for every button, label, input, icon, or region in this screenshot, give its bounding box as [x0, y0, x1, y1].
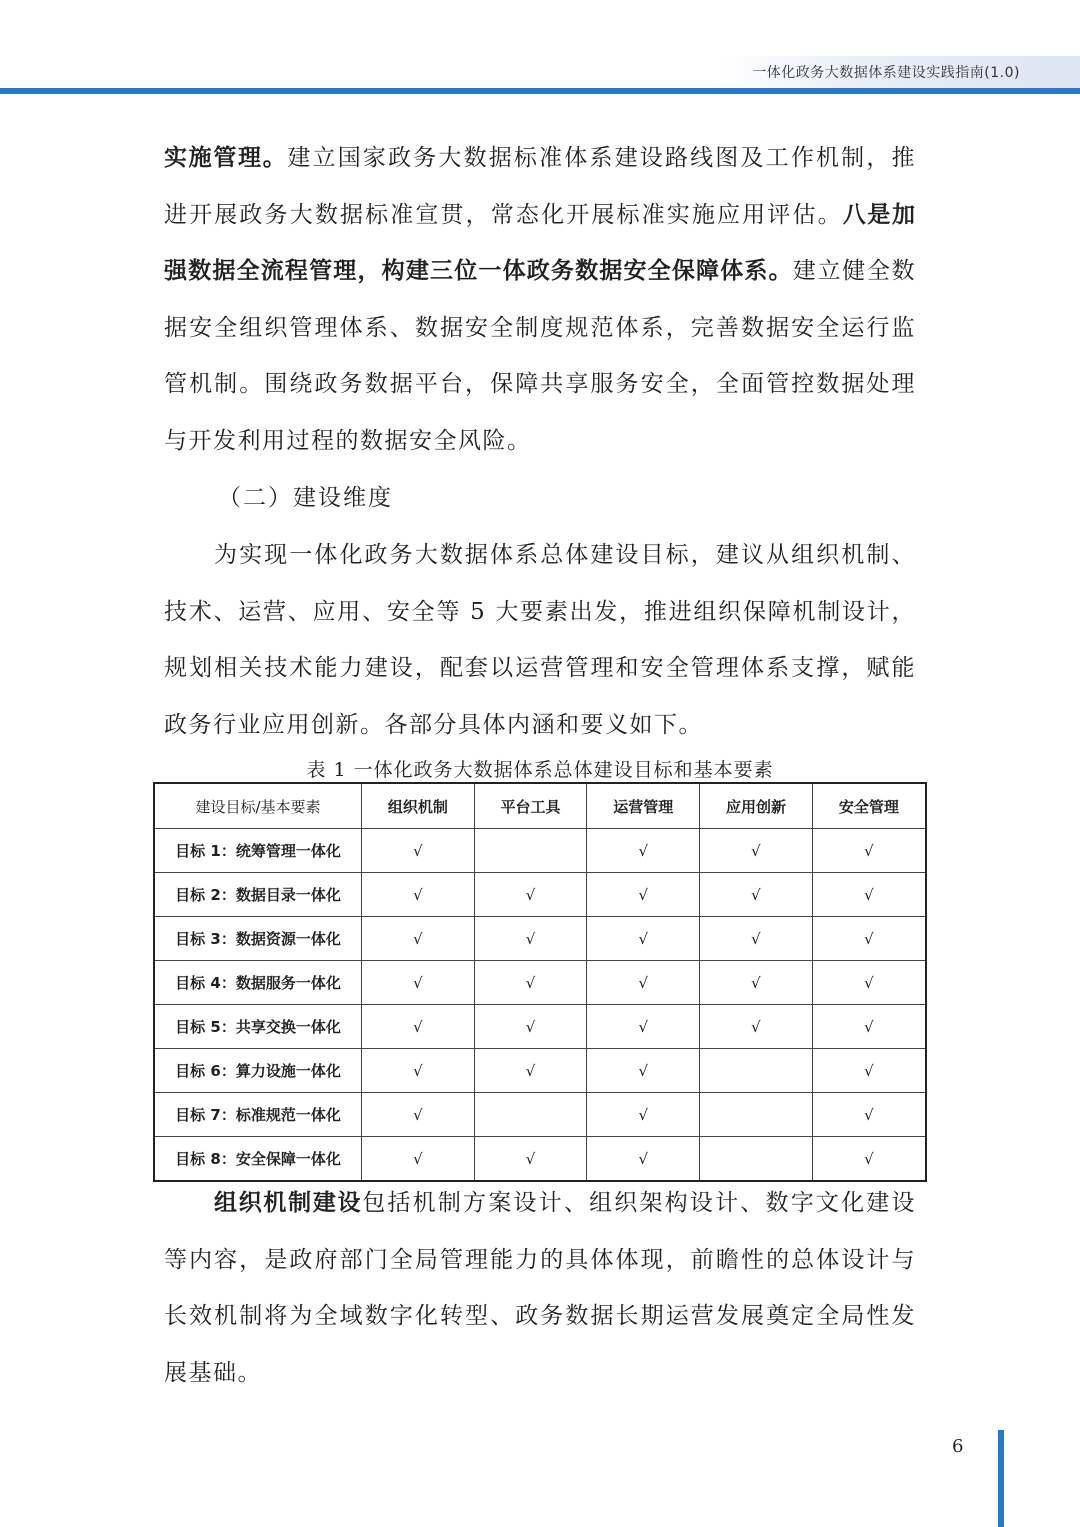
bold-phrase-item-eight: 八是加强数据全流程管理，构建三位一体政务数据安全保障体系。 — [164, 201, 917, 284]
table-row — [154, 917, 926, 961]
table-cell: √ — [812, 961, 926, 1005]
table-cell — [700, 1049, 813, 1093]
table-cell: √ — [587, 917, 700, 961]
table-cell: √ — [587, 873, 700, 917]
table-cell: √ — [700, 961, 813, 1005]
row-label: 目标 8：安全保障一体化 — [154, 1137, 362, 1182]
table-header-cell: 建设目标/基本要素 — [154, 783, 362, 829]
header-rule — [0, 88, 1080, 94]
table-cell: √ — [362, 1049, 475, 1093]
table-cell: √ — [812, 1049, 926, 1093]
table-cell: √ — [362, 917, 475, 961]
paragraph-implementation — [164, 130, 916, 469]
table-cell: √ — [812, 1137, 926, 1182]
table-header-cell: 安全管理 — [812, 783, 926, 829]
table-cell — [474, 829, 587, 873]
table-cell: √ — [812, 1005, 926, 1049]
row-label: 目标 2：数据目录一体化 — [154, 873, 362, 917]
table-cell: √ — [474, 1049, 587, 1093]
bold-phrase-implementation: 实施管理。 — [164, 145, 288, 171]
table-cell: √ — [700, 1005, 813, 1049]
table-cell: √ — [362, 1137, 475, 1182]
page-accent-bar — [998, 1430, 1004, 1527]
table-row — [154, 961, 926, 1005]
table-cell: √ — [812, 917, 926, 961]
table-header-cell: 应用创新 — [700, 783, 813, 829]
table-row — [154, 873, 926, 917]
table-cell: √ — [474, 917, 587, 961]
row-label: 目标 7：标准规范一体化 — [154, 1093, 362, 1137]
table-cell: √ — [587, 961, 700, 1005]
table-cell — [474, 1093, 587, 1137]
table-cell: √ — [587, 1093, 700, 1137]
table-header-cell: 组织机制 — [362, 783, 475, 829]
table-row — [154, 829, 926, 873]
table-cell: √ — [812, 1093, 926, 1137]
table-cell: √ — [362, 961, 475, 1005]
table-cell: √ — [474, 873, 587, 917]
document-title: 一体化政务大数据体系建设实践指南(1.0) — [752, 65, 1020, 81]
table-cell: √ — [362, 1005, 475, 1049]
table-cell: √ — [587, 1049, 700, 1093]
bold-phrase-org-mechanism: 组织机制建设 — [214, 1190, 363, 1216]
table-cell: √ — [587, 829, 700, 873]
paragraph-org-mechanism — [164, 1175, 916, 1401]
table-cell: √ — [474, 961, 587, 1005]
table-cell: √ — [362, 1093, 475, 1137]
table-header-row — [154, 783, 926, 829]
row-label: 目标 4：数据服务一体化 — [154, 961, 362, 1005]
row-label: 目标 6：算力设施一体化 — [154, 1049, 362, 1093]
table-cell: √ — [587, 1005, 700, 1049]
table-cell: √ — [812, 873, 926, 917]
table-cell: √ — [474, 1005, 587, 1049]
table-row — [154, 1093, 926, 1137]
table-cell: √ — [700, 873, 813, 917]
table-cell: √ — [812, 829, 926, 873]
table-cell: √ — [474, 1137, 587, 1182]
table-row — [154, 1005, 926, 1049]
goals-elements-table — [153, 782, 927, 1182]
page-number: 6 — [952, 1436, 964, 1457]
table-cell — [700, 1093, 813, 1137]
table-header-cell: 运营管理 — [587, 783, 700, 829]
paragraph-dimensions: 为实现一体化政务大数据体系总体建设目标，建议从组织机制、技术、运营、应用、安全等 5 大要素出发，推进组织保障机制设计，规划相关技术能力建设，配套以运营管理和安全管理体系支撑，赋能政务行业应用创新。各部分具体内涵和要义如下。 — [164, 542, 916, 738]
row-label: 目标 5：共享交换一体化 — [154, 1005, 362, 1049]
paragraph-text: 建立国家政务大数据标准体系建设路线图及工作机制，推进开展政务大数据标准宣贯，常态化开展标准实施应用评估。 — [164, 145, 917, 228]
table-cell: √ — [587, 1137, 700, 1182]
table-caption: 表 1 一体化政务大数据体系总体建设目标和基本要素 — [306, 759, 774, 781]
paragraph-text: 建立健全数据安全组织管理体系、数据安全制度规范体系，完善数据安全运行监管机制。围绕政务数据平台，保障共享服务安全，全面管控数据处理与开发利用过程的数据安全风险。 — [164, 258, 917, 454]
paragraph-text: 包括机制方案设计、组织架构设计、数字文化建设等内容，是政府部门全局管理能力的具体体现，前瞻性的总体设计与长效机制将为全域数字化转型、政务数据长期运营发展奠定全局性发展基础。 — [164, 1190, 917, 1386]
row-label: 目标 1：统筹管理一体化 — [154, 829, 362, 873]
table-cell: √ — [700, 917, 813, 961]
table-cell: √ — [700, 829, 813, 873]
table-cell: √ — [362, 829, 475, 873]
table-header-cell: 平台工具 — [474, 783, 587, 829]
section-heading: （二）建设维度 — [218, 485, 393, 511]
table-cell: √ — [362, 873, 475, 917]
table-row — [154, 1049, 926, 1093]
row-label: 目标 3：数据资源一体化 — [154, 917, 362, 961]
